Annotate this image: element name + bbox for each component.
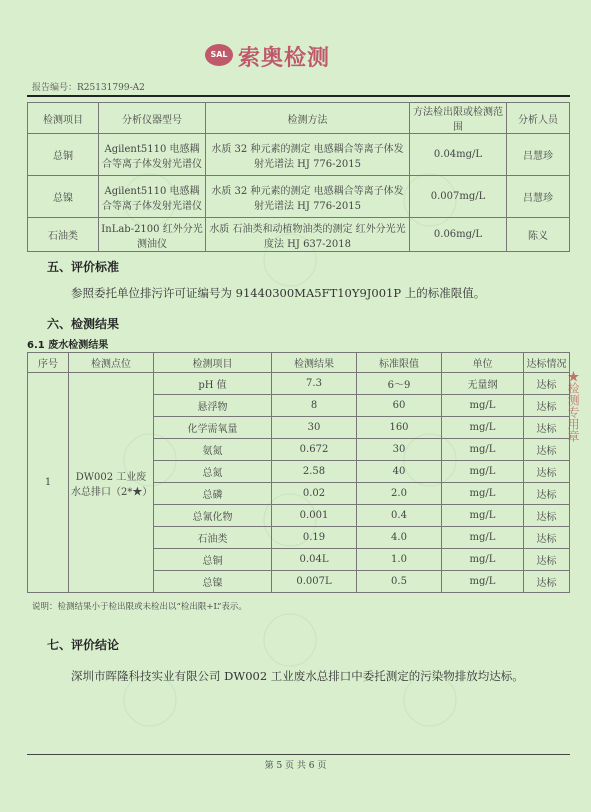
table-cell: 氨氮 <box>154 439 272 461</box>
table-cell: 无量纲 <box>442 373 524 395</box>
section-6-title: 六、检测结果 <box>47 317 120 331</box>
table-cell: 8 <box>272 395 357 417</box>
inspection-stamp: ★检测专用章 <box>566 370 580 442</box>
point-cell: DW002 工业废水总排口（2*★） <box>69 373 154 593</box>
table-cell: 水质 32 种元素的测定 电感耦合等离子体发射光谱法 HJ 776-2015 <box>206 134 410 176</box>
results-table-header: 检测点位 <box>69 353 154 373</box>
section-7-title: 七、评价结论 <box>47 638 120 652</box>
table-cell: 悬浮物 <box>154 395 272 417</box>
table-cell: 石油类 <box>28 218 99 252</box>
table-cell: 0.06mg/L <box>410 218 507 252</box>
results-table-header: 检测项目 <box>154 353 272 373</box>
section-5-title: 五、评价标准 <box>47 260 120 274</box>
results-table-header: 单位 <box>442 353 524 373</box>
table-cell: 达标 <box>524 483 570 505</box>
table-cell: pH 值 <box>154 373 272 395</box>
table-cell: 0.001 <box>272 505 357 527</box>
table-cell: mg/L <box>442 527 524 549</box>
seq-cell: 1 <box>28 373 69 593</box>
table-cell: 1.0 <box>357 549 442 571</box>
table-cell: 吕慧珍 <box>507 176 570 218</box>
table-cell: 6～9 <box>357 373 442 395</box>
table-cell: 0.007L <box>272 571 357 593</box>
table-cell: 达标 <box>524 549 570 571</box>
table-cell: 总镍 <box>28 176 99 218</box>
table-cell: 达标 <box>524 527 570 549</box>
table-cell: 160 <box>357 417 442 439</box>
table-cell: mg/L <box>442 439 524 461</box>
table-cell: 水质 石油类和动植物油类的测定 红外分光光度法 HJ 637-2018 <box>206 218 410 252</box>
table-cell: 0.4 <box>357 505 442 527</box>
table-cell: 总氰化物 <box>154 505 272 527</box>
table-cell: InLab-2100 红外分光测油仪 <box>99 218 206 252</box>
results-table-header: 达标情况 <box>524 353 570 373</box>
table-cell: 达标 <box>524 571 570 593</box>
table-cell: 达标 <box>524 461 570 483</box>
table-cell: 0.5 <box>357 571 442 593</box>
table-cell: 化学需氧量 <box>154 417 272 439</box>
table-cell: 0.04mg/L <box>410 134 507 176</box>
table-cell: 达标 <box>524 439 570 461</box>
table-cell: 达标 <box>524 417 570 439</box>
table-cell: 总铜 <box>154 549 272 571</box>
table-cell: 总磷 <box>154 483 272 505</box>
table-cell: 总铜 <box>28 134 99 176</box>
table-cell: mg/L <box>442 395 524 417</box>
table-row <box>28 373 570 395</box>
method-table-header: 检测方法 <box>206 103 410 134</box>
table-cell: 水质 32 种元素的测定 电感耦合等离子体发射光谱法 HJ 776-2015 <box>206 176 410 218</box>
table-cell: Agilent5110 电感耦合等离子体发射光谱仪 <box>99 134 206 176</box>
table-cell: 达标 <box>524 395 570 417</box>
table-cell: 总镍 <box>154 571 272 593</box>
method-table-header: 检测项目 <box>28 103 99 134</box>
results-table-header: 标准限值 <box>357 353 442 373</box>
method-table-header: 分析仪器型号 <box>99 103 206 134</box>
sal-logo: SAL <box>205 44 233 66</box>
table-cell: 石油类 <box>154 527 272 549</box>
table-cell: 达标 <box>524 373 570 395</box>
table-cell: 0.19 <box>272 527 357 549</box>
method-table <box>27 102 570 252</box>
method-table-header: 分析人员 <box>507 103 570 134</box>
table-cell: mg/L <box>442 549 524 571</box>
table-cell: 2.0 <box>357 483 442 505</box>
table-cell: mg/L <box>442 417 524 439</box>
header-divider <box>27 95 570 97</box>
table-cell: 总氮 <box>154 461 272 483</box>
table-cell: 0.007mg/L <box>410 176 507 218</box>
table-cell: 7.3 <box>272 373 357 395</box>
brand-name: 索奥检测 <box>238 46 331 71</box>
section-6-subtitle: 6.1 废水检测结果 <box>27 340 109 351</box>
table-cell: 0.672 <box>272 439 357 461</box>
table-cell: 30 <box>272 417 357 439</box>
table-cell: 2.58 <box>272 461 357 483</box>
table-cell: 60 <box>357 395 442 417</box>
report-number: 报告编号：R25131799-A2 <box>32 83 145 93</box>
table-cell: mg/L <box>442 571 524 593</box>
table-cell: mg/L <box>442 461 524 483</box>
table-row <box>28 134 570 176</box>
section-5-text: 参照委托单位排污许可证编号为 91440300MA5FT10Y9J001P 上的标准限值。 <box>71 286 486 300</box>
results-table-header: 序号 <box>28 353 69 373</box>
page-number: 第 5 页 共 6 页 <box>264 761 327 771</box>
table-cell: mg/L <box>442 483 524 505</box>
table-cell: 0.04L <box>272 549 357 571</box>
section-7-text: 深圳市晖隆科技实业有限公司 DW002 工业废水总排口中委托测定的污染物排放均达标。 <box>71 669 524 683</box>
table-row <box>28 176 570 218</box>
footer-divider <box>27 754 570 755</box>
table-cell: 30 <box>357 439 442 461</box>
table-cell: 吕慧珍 <box>507 134 570 176</box>
method-table-header: 方法检出限或检测范围 <box>410 103 507 134</box>
table-cell: 陈义 <box>507 218 570 252</box>
table-cell: 达标 <box>524 505 570 527</box>
table-cell: 40 <box>357 461 442 483</box>
report-header <box>0 40 591 80</box>
table-cell: 4.0 <box>357 527 442 549</box>
table-cell: 0.02 <box>272 483 357 505</box>
table-cell: mg/L <box>442 505 524 527</box>
table-cell: Agilent5110 电感耦合等离子体发射光谱仪 <box>99 176 206 218</box>
results-table-header: 检测结果 <box>272 353 357 373</box>
results-note: 说明：检测结果小于检出限或未检出以“检出限+L”表示。 <box>32 602 247 612</box>
results-table <box>27 352 570 593</box>
table-row <box>28 218 570 252</box>
